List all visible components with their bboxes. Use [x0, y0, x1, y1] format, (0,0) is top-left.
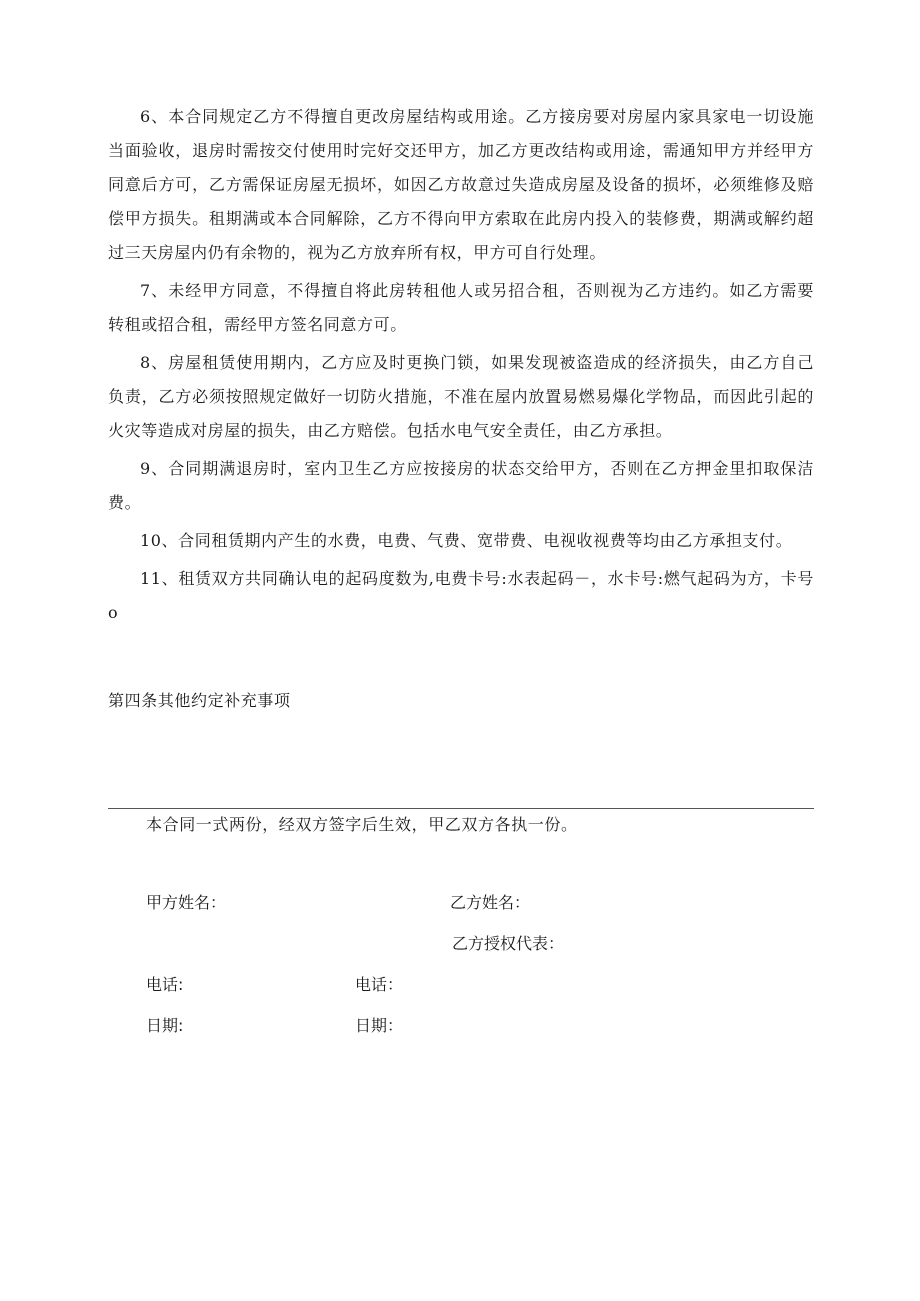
clause-7: 7、未经甲方同意，不得擅自将此房转租他人或另招合租，否则视为乙方违约。如乙方需要转租或招合租，需经甲方签名同意方可。 — [108, 281, 814, 334]
party-b-name-label: 乙方姓名： — [450, 893, 531, 912]
closing-statement: 本合同一式两份，经双方签字后生效，甲乙双方各执一份。 — [146, 815, 578, 834]
section-heading-article-4: 第四条其他约定补充事项 — [108, 691, 291, 710]
clause-9: 9、合同期满退房时，室内卫生乙方应按接房的状态交给甲方，否则在乙方押金里扣取保洁费。 — [108, 459, 814, 512]
party-b-date-label: 日期： — [355, 1016, 404, 1035]
clause-10: 10、合同租赁期内产生的水费，电费、气费、宽带费、电视收视费等均由乙方承担支付。 — [140, 531, 793, 550]
supplement-blank-line — [108, 808, 814, 809]
clause-8: 8、房屋租赁使用期内，乙方应及时更换门锁，如果发现被盗造成的经济损失，由乙方自己负责，乙方必须按照规定做好一切防火措施，不准在屋内放置易燃易爆化学物品，而因此引起的火灾等造成对房屋的损失，由乙方赔偿。包括水电气安全责任，由乙方承担。 — [108, 353, 814, 440]
contract-clauses — [108, 100, 814, 634]
party-a-name-label: 甲方姓名： — [146, 893, 227, 912]
clause-11: 11、租赁双方共同确认电的起码度数为,电费卡号:水表起码－，水卡号:燃气起码为方，卡号o — [108, 569, 814, 622]
party-b-agent-label: 乙方授权代表： — [452, 934, 565, 953]
clause-6: 6、本合同规定乙方不得擅自更改房屋结构或用途。乙方接房要对房屋内家具家电一切设施当面验收，退房时需按交付使用时完好交还甲方，加乙方更改结构或用途，需通知甲方并经甲方同意后方可，乙方需保证房屋无损坏，如因乙方故意过失造成房屋及设备的损坏，必须维修及赔偿甲方损失。租期满或本合同解除，乙方不得向甲方索取在此房内投入的装修费，期满或解约超过三天房屋内仍有余物的，视为乙方放弃所有权，甲方可自行处理。 — [108, 107, 814, 262]
party-a-date-label: 日期: — [146, 1016, 184, 1035]
party-b-phone-label: 电话： — [355, 975, 404, 994]
party-a-phone-label: 电话: — [146, 975, 184, 994]
